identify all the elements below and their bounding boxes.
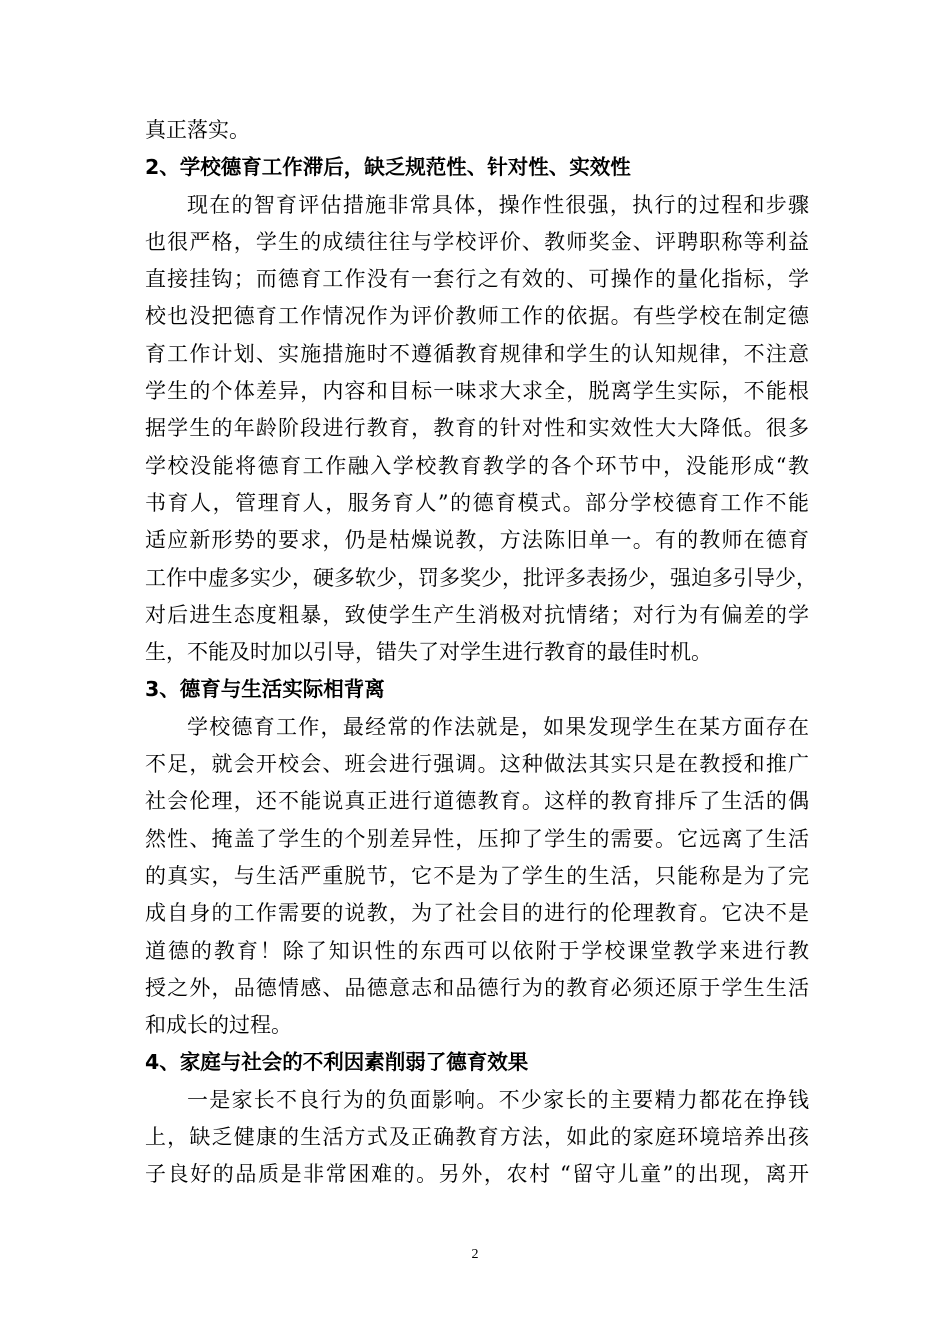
text-line: 工作中虚多实少，硬多软少，罚多奖少，批评多表扬少，强迫多引导少，	[145, 565, 817, 590]
text-line: 社会伦理，还不能说真正进行道德教育。这样的教育排斥了生活的偶	[145, 789, 809, 814]
text-line: 上，缺乏健康的生活方式及正确教育方法，如此的家庭环境培养出孩	[145, 1125, 809, 1150]
text-line: 书育人，管理育人，服务育人”的德育模式。部分学校德育工作不能	[145, 490, 809, 515]
text-line: 不足，就会开校会、班会进行强调。这种做法其实只是在教授和推广	[145, 752, 809, 777]
text-line: 真正落实。	[145, 118, 250, 142]
text-line: 据学生的年龄阶段进行教育，教育的针对性和实效性大大降低。很多	[145, 416, 809, 441]
section-heading: 4、家庭与社会的不利因素削弱了德育效果	[145, 1050, 529, 1075]
text-line: 校也没把德育工作情况作为评价教师工作的依据。有些学校在制定德	[145, 304, 809, 329]
text-line: 现在的智育评估措施非常具体，操作性很强，执行的过程和步骤	[187, 192, 809, 217]
text-line: 一是家长不良行为的负面影响。不少家长的主要精力都花在挣钱	[187, 1087, 809, 1112]
text-line: 对后进生态度粗暴，致使学生产生消极对抗情绪；对行为有偏差的学	[145, 602, 809, 627]
text-line: 子良好的品质是非常困难的。另外，农村 “留守儿童”的出现，离开	[145, 1162, 809, 1187]
text-line: 学生的个体差异，内容和目标一味求大求全，脱离学生实际，不能根	[145, 379, 809, 404]
text-line: 也很严格，学生的成绩往往与学校评价、教师奖金、评聘职称等利益	[145, 229, 809, 254]
paragraph	[145, 1082, 809, 1194]
text-line: 直接挂钩；而德育工作没有一套行之有效的、可操作的量化指标，学	[145, 267, 809, 292]
text-line: 和成长的过程。	[145, 1013, 292, 1038]
paragraph	[145, 187, 817, 672]
text-line: 学校德育工作，最经常的作法就是，如果发现学生在某方面存在	[187, 714, 809, 739]
text-line: 学校没能将德育工作融入学校教育教学的各个环节中，没能形成“教	[145, 453, 809, 478]
section-heading: 3、德育与生活实际相背离	[145, 677, 385, 702]
section-heading: 2、学校德育工作滞后，缺乏规范性、针对性、实效性	[145, 155, 631, 180]
text-line: 道德的教育！除了知识性的东西可以依附于学校课堂教学来进行教	[145, 938, 809, 963]
page-number: 2	[471, 1247, 479, 1262]
text-line: 适应新形势的要求，仍是枯燥说教，方法陈旧单一。有的教师在德育	[145, 528, 809, 553]
paragraph	[145, 112, 809, 149]
text-line: 然性、掩盖了学生的个别差异性，压抑了学生的需要。它远离了生活	[145, 826, 809, 851]
text-line: 授之外，品德情感、品德意志和品德行为的教育必须还原于学生生活	[145, 975, 809, 1000]
text-line: 的真实，与生活严重脱节，它不是为了学生的生活，只能称是为了完	[145, 863, 809, 888]
text-line: 育工作计划、实施措施时不遵循教育规律和学生的认知规律，不注意	[145, 341, 809, 366]
document-body	[145, 112, 817, 1194]
text-line: 成自身的工作需要的说教，为了社会目的进行的伦理教育。它决不是	[145, 901, 809, 926]
text-line: 生，不能及时加以引导，错失了对学生进行教育的最佳时机。	[145, 640, 712, 665]
paragraph	[145, 709, 809, 1045]
